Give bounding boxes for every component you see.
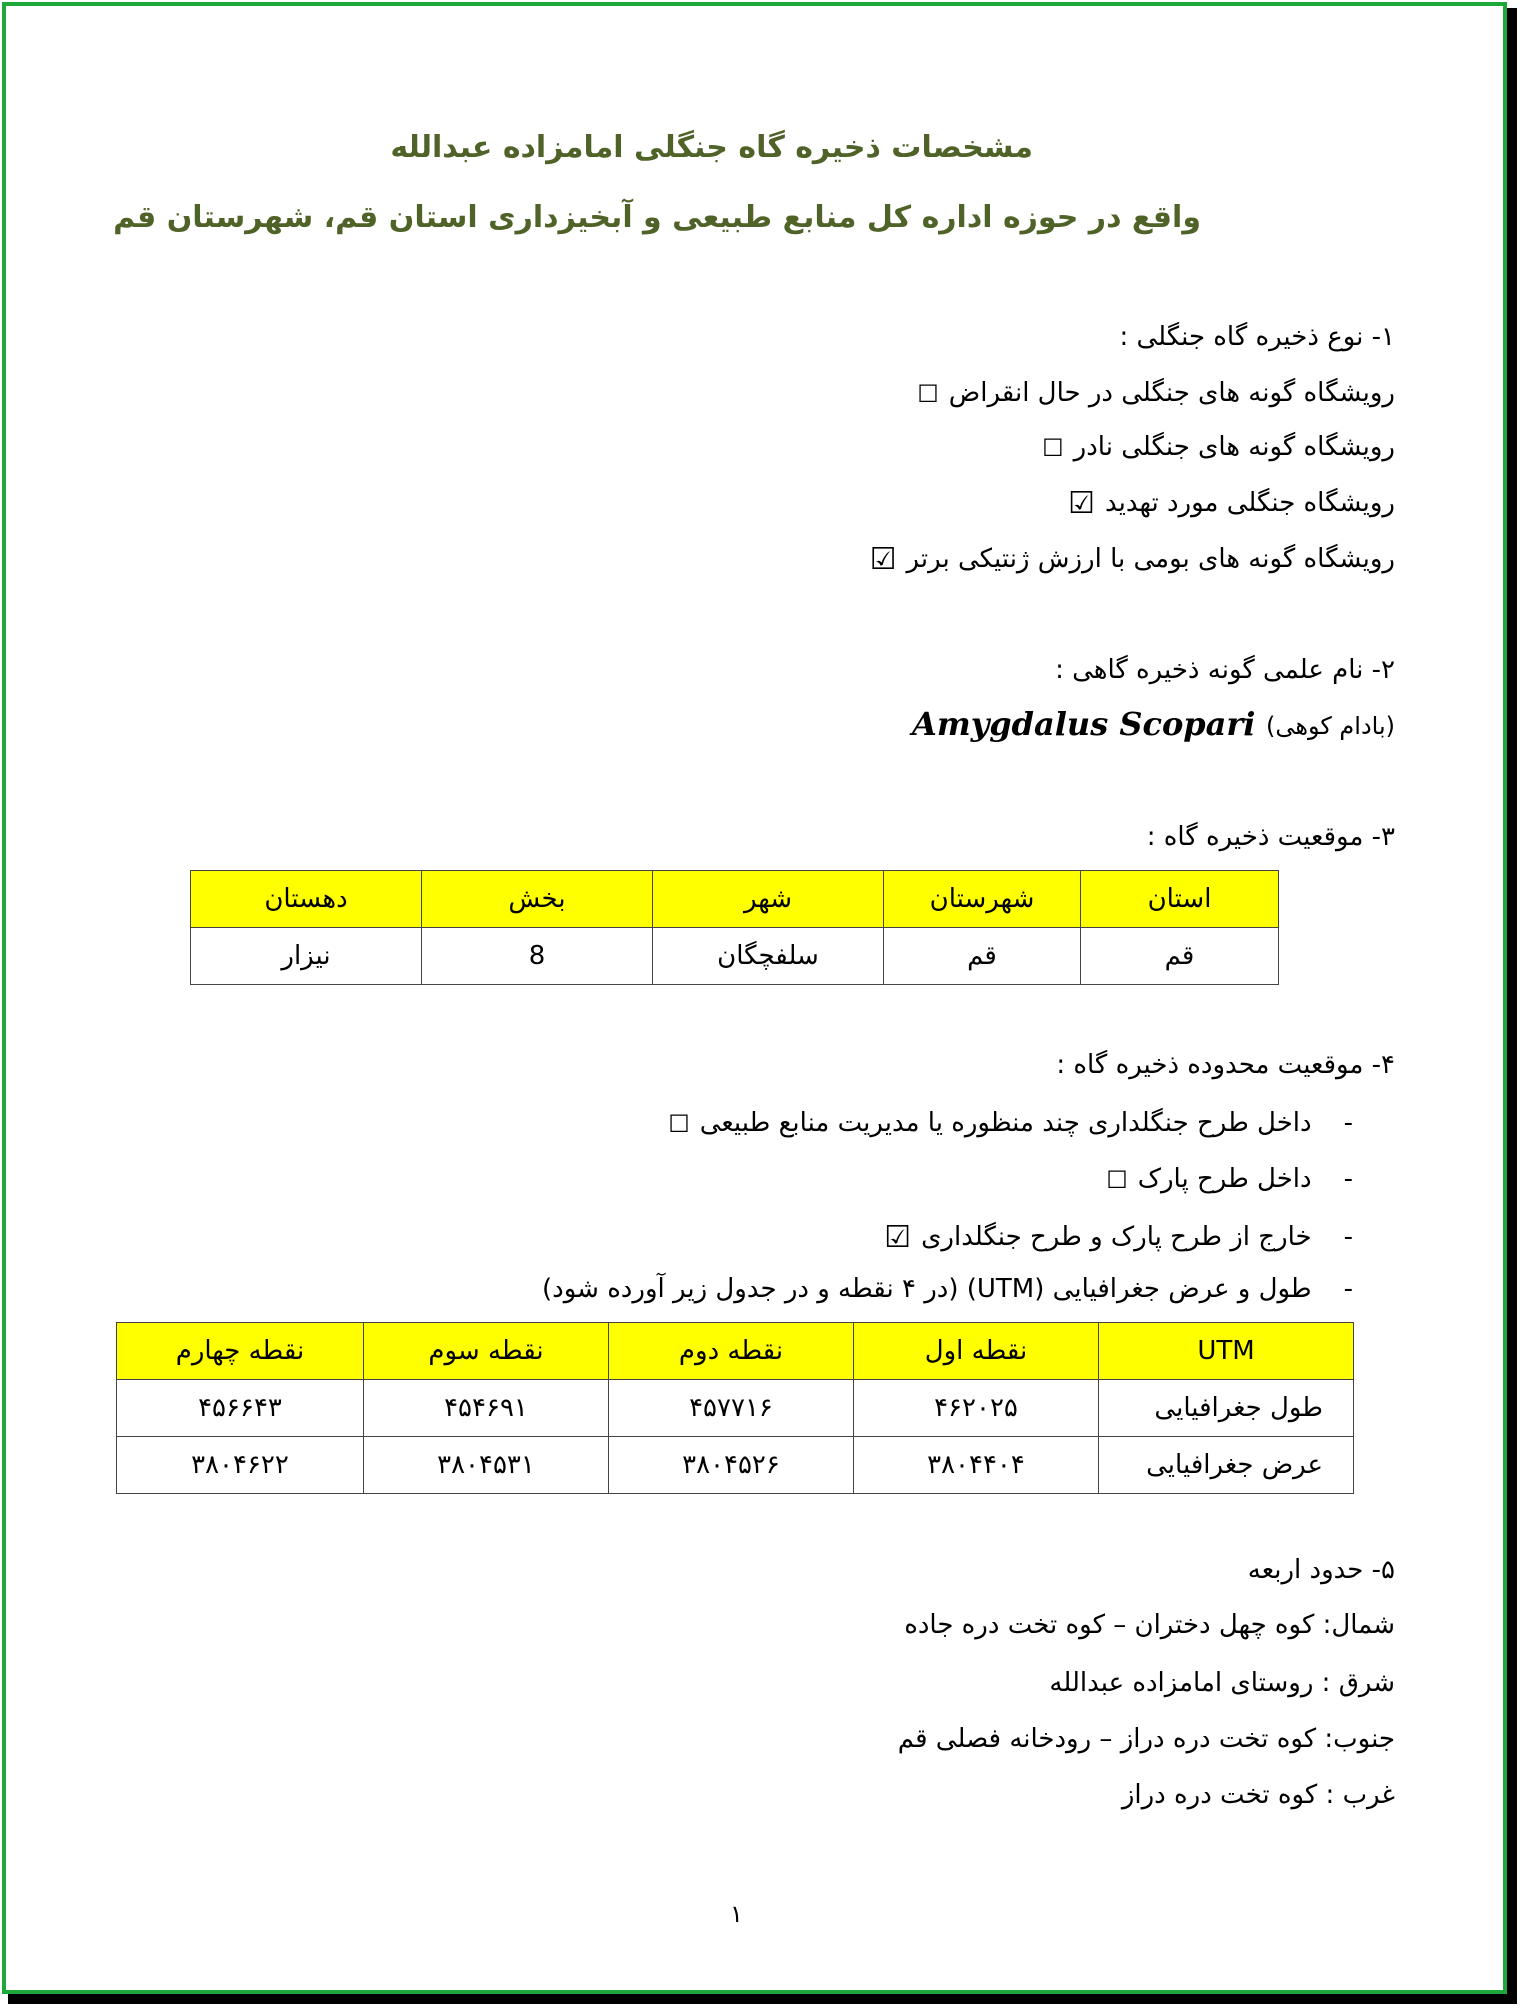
header-cell: نقطه اول xyxy=(854,1323,1099,1380)
table-cell: ۳۸۰۴۵۲۶ xyxy=(609,1437,854,1494)
table-cell: ۳۸۰۴۴۰۴ xyxy=(854,1437,1099,1494)
page-shadow xyxy=(8,1994,1517,2004)
table-cell: ۴۶۲۰۲۵ xyxy=(854,1380,1099,1437)
habitat-option xyxy=(917,378,1395,408)
checkbox-checked[interactable]: ☑ xyxy=(884,1220,912,1255)
option-label: رویشگاه گونه های جنگلی در حال انقراض xyxy=(948,378,1395,408)
header-cell: بخش xyxy=(422,871,653,928)
table-header-row xyxy=(117,1323,1354,1380)
boundary-west: غرب : کوه تخت دره دراز xyxy=(1121,1780,1395,1810)
checkbox-unchecked[interactable]: ☐ xyxy=(668,1109,690,1138)
bullet-dash: - xyxy=(1343,1274,1353,1304)
checkbox-checked[interactable]: ☑ xyxy=(869,542,897,577)
table-cell: ۴۵۷۷۱۶ xyxy=(609,1380,854,1437)
table-cell: نیزار xyxy=(191,928,422,985)
section-4-heading: ۴- موقعیت محدوده ذخیره گاه : xyxy=(1056,1050,1395,1080)
header-cell: دهستان xyxy=(191,871,422,928)
header-cell: شهر xyxy=(653,871,884,928)
common-name: (بادام کوهی) xyxy=(1265,712,1395,740)
option-label: رویشگاه گونه های جنگلی نادر xyxy=(1073,432,1395,462)
bullet-item xyxy=(884,1220,1353,1255)
habitat-option xyxy=(870,542,1395,577)
option-label: رویشگاه جنگلی مورد تهدید xyxy=(1104,488,1395,518)
table-cell: ۳۸۰۴۵۳۱ xyxy=(364,1437,609,1494)
habitat-option xyxy=(1068,486,1395,521)
bullet-dash: - xyxy=(1343,1222,1353,1252)
header-cell: نقطه دوم xyxy=(609,1323,854,1380)
bullet-item xyxy=(542,1274,1353,1304)
table-cell: ۴۵۶۶۴۳ xyxy=(117,1380,364,1437)
header-cell: UTM xyxy=(1099,1323,1354,1380)
page-number: ۱ xyxy=(730,1900,743,1928)
header-cell: استان xyxy=(1081,871,1279,928)
table-header-row xyxy=(191,871,1279,928)
boundary-east: شرق : روستای امامزاده عبدالله xyxy=(1049,1668,1395,1698)
table-cell: ۴۵۴۶۹۱ xyxy=(364,1380,609,1437)
row-label: عرض جغرافیایی xyxy=(1099,1437,1354,1494)
table-cell: قم xyxy=(884,928,1081,985)
location-table xyxy=(190,870,1279,985)
document-title: مشخصات ذخیره گاه جنگلی امامزاده عبدالله xyxy=(390,130,1033,165)
checkbox-unchecked[interactable]: ☐ xyxy=(1042,433,1064,462)
table-row xyxy=(117,1380,1354,1437)
section-2-heading: ۲- نام علمی گونه ذخیره گاهی : xyxy=(1055,655,1395,685)
checkbox-unchecked[interactable]: ☐ xyxy=(917,379,939,408)
header-cell: شهرستان xyxy=(884,871,1081,928)
table-row xyxy=(191,928,1279,985)
section-3-heading: ۳- موقعیت ذخیره گاه : xyxy=(1146,822,1395,852)
boundary-south: جنوب: کوه تخت دره دراز – رودخانه فصلی قم xyxy=(897,1724,1395,1754)
item-label: داخل طرح پارک xyxy=(1137,1164,1312,1194)
table-row xyxy=(117,1437,1354,1494)
option-label: رویشگاه گونه های بومی با ارزش ژنتیکی برتر xyxy=(906,544,1395,574)
habitat-option xyxy=(1042,432,1395,462)
bullet-item xyxy=(1106,1164,1353,1194)
row-label: طول جغرافیایی xyxy=(1099,1380,1354,1437)
table-cell: ۳۸۰۴۶۲۲ xyxy=(117,1437,364,1494)
document-subtitle: واقع در حوزه اداره کل منابع طبیعی و آبخیزداری استان قم، شهرستان قم xyxy=(113,200,1201,235)
boundary-north: شمال: کوه چهل دختران – کوه تخت دره جاده xyxy=(904,1610,1395,1640)
checkbox-unchecked[interactable]: ☐ xyxy=(1106,1165,1128,1194)
bullet-item xyxy=(668,1108,1353,1138)
page-shadow xyxy=(1507,8,1517,2002)
table-cell: قم xyxy=(1081,928,1279,985)
utm-table xyxy=(116,1322,1354,1494)
header-cell: نقطه چهارم xyxy=(117,1323,364,1380)
item-label: طول و عرض جغرافیایی (UTM) (در ۴ نقطه و در جدول زیر آورده شود) xyxy=(541,1274,1312,1304)
checkbox-checked[interactable]: ☑ xyxy=(1068,486,1095,521)
bullet-dash: - xyxy=(1343,1108,1353,1138)
bullet-dash: - xyxy=(1343,1164,1353,1194)
section-5-heading: ۵- حدود اربعه xyxy=(1247,1555,1395,1585)
section-1-heading: ۱- نوع ذخیره گاه جنگلی : xyxy=(1119,322,1395,352)
table-cell: سلفچگان xyxy=(653,928,884,985)
item-label: خارج از طرح پارک و طرح جنگلداری xyxy=(921,1222,1312,1252)
header-cell: نقطه سوم xyxy=(364,1323,609,1380)
item-label: داخل طرح جنگلداری چند منظوره یا مدیریت منابع طبیعی xyxy=(699,1108,1312,1138)
table-cell: 8 xyxy=(422,928,653,985)
scientific-name: Amygdalus Scopari xyxy=(912,705,1256,743)
